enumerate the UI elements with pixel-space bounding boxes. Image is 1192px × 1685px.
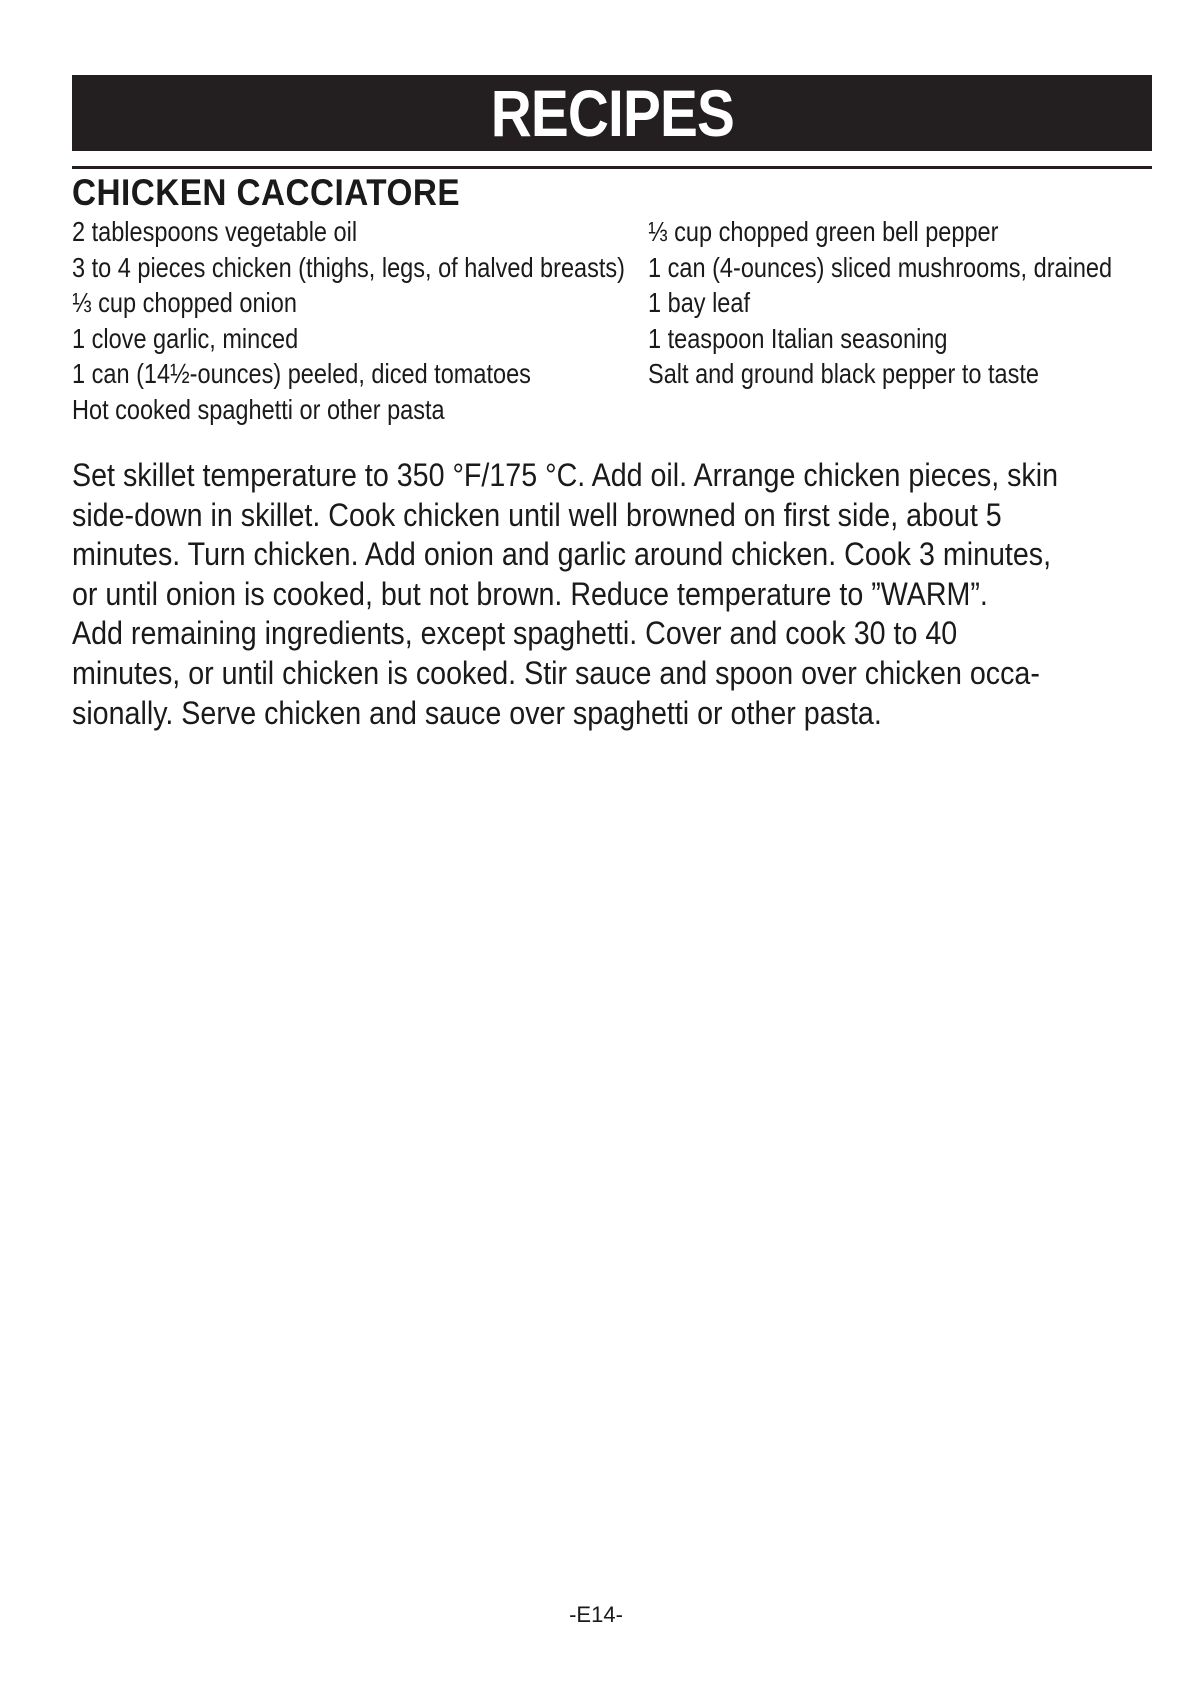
ingredient-item: 1 can (4-ounces) sliced mushrooms, drained [648,251,1113,283]
ingredient-item: 1 clove garlic, minced [72,322,299,354]
directions-line: sionally. Serve chicken and sauce over spaghetti or other pasta. [72,694,882,731]
ingredient-item: 1 can (14½-ounces) peeled, diced tomatoes [72,358,531,389]
page-number: -E14- [569,1602,623,1627]
section-header-bar [72,75,1152,151]
ingredient-item: 3 to 4 pieces chicken (thighs, legs, of halved breasts) [72,251,626,283]
recipe-directions [72,456,1152,733]
directions-line: minutes. Turn chicken. Add onion and garlic around chicken. Cook 3 minutes, [72,536,1052,573]
header-divider [72,166,1152,169]
directions-line: side-down in skillet. Cook chicken until well browned on first side, about 5 [72,496,1002,533]
ingredient-item: ⅓ cup chopped green bell pepper [648,216,999,247]
ingredient-item: 2 tablespoons vegetable oil [72,216,358,247]
directions-line: minutes, or until chicken is cooked. Stir sauce and spoon over chicken occa- [72,654,1040,691]
directions-line: Set skillet temperature to 350 °F/175 °C. Add oil. Arrange chicken pieces, skin [72,457,1059,493]
ingredient-item: ⅓ cup chopped onion [72,287,297,318]
ingredient-item: 1 teaspoon Italian seasoning [648,322,948,354]
ingredients-left-column [72,214,730,427]
directions-line: or until onion is cooked, but not brown. Reduce temperature to ”WARM”. [72,575,988,612]
section-title: RECIPES [490,76,734,150]
recipe-title: CHICKEN CACCIATORE [72,172,460,213]
directions-line: Add remaining ingredients, except spaghetti. Cover and cook 30 to 40 [72,615,958,652]
ingredients-right-column [648,214,1192,392]
ingredient-item: Salt and ground black pepper to taste [648,358,1039,389]
ingredient-item: 1 bay leaf [648,287,750,318]
ingredient-item: Hot cooked spaghetti or other pasta [72,393,445,425]
